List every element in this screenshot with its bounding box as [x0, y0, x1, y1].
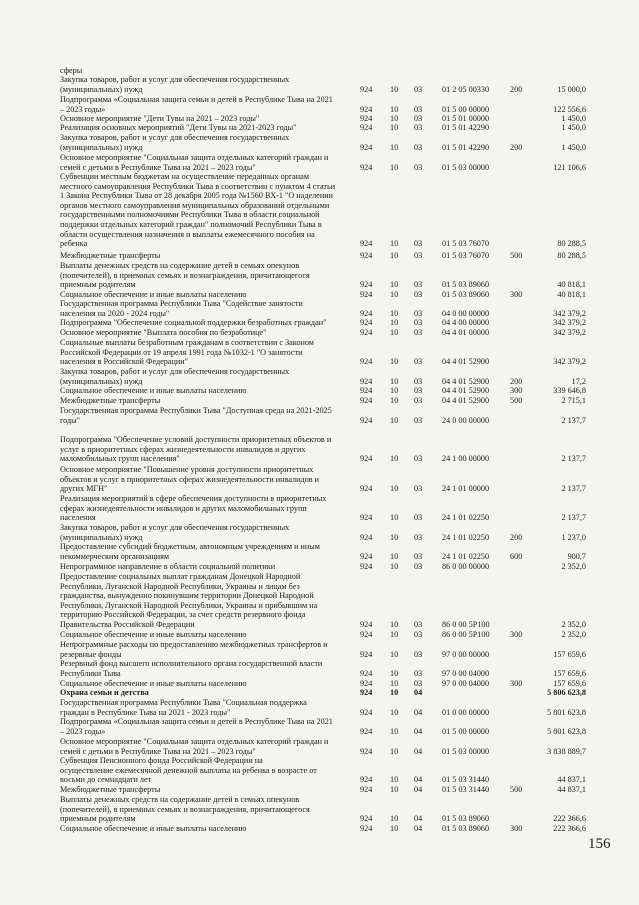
row-pr: 03: [414, 620, 423, 629]
row-sum: 157 659,6: [553, 649, 586, 659]
row-sum: 17,2: [571, 376, 586, 386]
row-pr: 04: [414, 775, 423, 785]
row-pr: 03: [414, 328, 423, 337]
row-pr: 03: [414, 357, 423, 367]
row-ved: 924: [360, 775, 373, 785]
row-pr: 03: [414, 551, 423, 561]
table-row: [0, 785, 639, 795]
row-pr: 04: [414, 785, 423, 794]
row-ved: 924: [360, 649, 373, 659]
row-csr: 01 5 01 42290: [442, 142, 490, 152]
row-name: Основное мероприятие "Дети Тувы на 2021 – 2023 годы": [60, 114, 260, 123]
row-sum: 5 801 623,8: [547, 726, 586, 736]
row-name: Основное мероприятие "Повышение уровня доступности приоритетных объектов и услуг в приоритетных сферах жизнедеятельности инвалидов и других МГН": [60, 465, 320, 494]
row-name: сферы: [60, 66, 83, 75]
row-csr: 01 5 03 89060: [442, 290, 490, 299]
row-rz: 10: [390, 484, 399, 494]
row-csr: 86 0 00 00000: [442, 562, 490, 571]
row-name: Реализация основных мероприятий "Дети Тувы на 2021-2023 годы": [60, 123, 297, 132]
row-ved: 924: [360, 668, 373, 678]
row-rz: 10: [390, 454, 399, 464]
row-name: Подпрограмма «Социальная защита семьи и детей в Республике Тыва на 2021 – 2023 годы»: [60, 717, 333, 736]
row-rz: 10: [390, 551, 399, 561]
row-pr: 03: [414, 396, 423, 405]
row-name: Непрограммное направление в области социальной политики: [60, 562, 276, 571]
table-row: [0, 299, 639, 318]
row-ved: 924: [360, 280, 373, 290]
row-sum: 1 450,0: [561, 123, 586, 132]
row-pr: 03: [414, 376, 423, 386]
row-sum: 3 838 889,7: [547, 746, 586, 756]
row-sum: 339 646,8: [553, 386, 586, 395]
row-ved: 924: [360, 290, 373, 299]
row-csr: 04 4 01 52900: [442, 396, 490, 405]
row-ved: 924: [360, 454, 373, 464]
row-name: Основное мероприятие "Выплата пособия по безработице": [60, 328, 267, 337]
row-vr: 500: [510, 396, 523, 405]
row-sum: 2 352,0: [561, 562, 586, 571]
row-rz: 10: [390, 513, 399, 523]
row-rz: 10: [390, 415, 399, 425]
row-sum: 5 806 623,8: [547, 688, 586, 697]
row-pr: 04: [414, 824, 423, 833]
row-vr: 500: [510, 251, 523, 260]
table-row: [0, 756, 639, 785]
row-name: Закупка товаров, работ и услуг для обеспечения государственных (муниципальных) нужд: [60, 367, 290, 386]
row-pr: 04: [414, 688, 423, 697]
row-name: Резервный фонд высшего исполнительного органа государственной власти Республики Тыва: [60, 659, 323, 678]
row-name: Социальное обеспечение и иные выплаты населению: [60, 630, 247, 639]
row-rz: 10: [390, 123, 399, 132]
row-ved: 924: [360, 357, 373, 367]
row-csr: 01 5 01 42290: [442, 123, 490, 132]
table-row: [0, 572, 639, 630]
row-pr: 03: [414, 386, 423, 395]
row-name: Социальные выплаты безработным гражданам в соответствии с Законом Российской Федерации от 19 апреля 1991 года №1032-1 "О занятости населения в Российской Федерации": [60, 338, 314, 367]
row-name: Субвенции местным бюджетам на осуществление переданных органам местного самоуправления Республики Тыва в соответствии с пунктом 4 статьи 1 Закона Республики Тыва от 28 декабря 2005 года №1560 ВХ-1 "О наделении органов местного самоуправления муниципальных образований отдельными государственными полномочиями Республики Тыва в области социальной поддержки отдельных категорий граждан" полномочий Республики Тыва в области осуществления назначения и выплаты ежемесячного пособия на ребенка: [60, 172, 336, 249]
row-csr: 01 5 03 89060: [442, 814, 490, 824]
row-sum: 2 137,7: [561, 513, 586, 523]
table-row: [0, 406, 639, 425]
table-row: [0, 75, 639, 94]
table-row: [0, 95, 639, 114]
row-ved: 924: [360, 308, 373, 318]
row-csr: 04 4 01 52900: [442, 386, 490, 395]
row-ved: 924: [360, 239, 373, 249]
row-csr: 01 5 03 76070: [442, 251, 490, 260]
row-pr: 03: [414, 513, 423, 523]
row-csr: 01 5 03 00000: [442, 746, 490, 756]
row-sum: 1 450,0: [561, 114, 586, 123]
row-name: Субвенция Пенсионного фонда Российской Федерации на осуществление ежемесячной денежной выплаты на ребенка в возрасте от восьми до семнадцати лет: [60, 756, 317, 785]
table-row: [0, 251, 639, 261]
table-row: [0, 523, 639, 542]
row-ved: 924: [360, 746, 373, 756]
row-sum: 121 106,6: [553, 162, 586, 172]
row-csr: 97 0 00 04000: [442, 679, 490, 688]
row-csr: 01 5 00 00000: [442, 104, 490, 114]
row-rz: 10: [390, 746, 399, 756]
row-ved: 924: [360, 824, 373, 833]
row-ved: 924: [360, 386, 373, 395]
row-rz: 10: [390, 814, 399, 824]
row-sum: 222 366,6: [553, 814, 586, 824]
row-sum: 40 818,1: [557, 280, 586, 290]
row-pr: 03: [414, 668, 423, 678]
row-name: Предоставление социальных выплат гражданам Донецкой Народной Республики, Луганской Народной Республики, Украины и лицам без гражданства, вынужденно покинувшим территории Донецкой Народной Республики, Луганской Народной Республики, Украины и прибывшим на территорию Российской Федерации, за счет средств резервного фонда Правительства Российской Федерации: [60, 572, 318, 629]
row-csr: 01 5 03 89060: [442, 280, 490, 290]
row-name: Закупка товаров, работ и услуг для обеспечения государственных (муниципальных) нужд: [60, 133, 290, 152]
row-ved: 924: [360, 142, 373, 152]
row-rz: 10: [390, 726, 399, 736]
row-name: Государственная программа Республики Тыва "Доступная среда на 2021-2025 годы": [60, 406, 332, 425]
row-ved: 924: [360, 562, 373, 571]
table-row: [0, 435, 639, 464]
row-ved: 924: [360, 162, 373, 172]
row-pr: 03: [414, 562, 423, 571]
row-pr: 03: [414, 123, 423, 132]
table-row: [0, 153, 639, 172]
row-csr: 01 5 01 00000: [442, 114, 490, 123]
row-pr: 04: [414, 707, 423, 717]
row-rz: 10: [390, 239, 399, 249]
row-name: Подпрограмма "Обеспечение социальной поддержки безработных граждан": [60, 318, 327, 327]
row-rz: 10: [390, 679, 399, 688]
row-csr: 01 0 00 00000: [442, 707, 490, 717]
row-sum: 342 379,2: [553, 308, 586, 318]
table-row: [0, 133, 639, 152]
row-ved: 924: [360, 415, 373, 425]
table-row: [0, 318, 639, 328]
row-pr: 03: [414, 280, 423, 290]
row-name: Непрограммные расходы по предоставлению межбюджетных трансфертов и резервные фонды: [60, 640, 328, 659]
row-csr: 04 4 00 00000: [442, 318, 490, 327]
page-number: 156: [588, 836, 611, 852]
row-vr: 300: [510, 679, 523, 688]
row-ved: 924: [360, 707, 373, 717]
row-csr: 97 0 00 00000: [442, 649, 490, 659]
row-sum: 2 715,1: [561, 396, 586, 405]
row-vr: 200: [510, 84, 523, 94]
table-row: [0, 795, 639, 824]
row-csr: 01 5 00 00000: [442, 726, 490, 736]
row-sum: 157 659,6: [553, 668, 586, 678]
row-rz: 10: [390, 357, 399, 367]
row-ved: 924: [360, 114, 373, 123]
row-rz: 10: [390, 620, 399, 629]
row-csr: 04 4 01 52900: [442, 357, 490, 367]
table-row: [0, 698, 639, 717]
row-rz: 10: [390, 162, 399, 172]
row-rz: 10: [390, 688, 399, 697]
row-sum: 2 137,7: [561, 454, 586, 464]
row-ved: 924: [360, 726, 373, 736]
row-name: Социальное обеспечение и иные выплаты населению: [60, 824, 247, 833]
row-csr: 01 2 05 00330: [442, 84, 490, 94]
row-vr: 600: [510, 551, 523, 561]
row-ved: 924: [360, 84, 373, 94]
row-sum: 44 837,1: [557, 785, 586, 794]
row-sum: 342 379,2: [553, 318, 586, 327]
row-vr: 200: [510, 532, 523, 542]
row-csr: 01 5 03 31440: [442, 775, 490, 785]
row-ved: 924: [360, 785, 373, 794]
row-name: Основное мероприятие "Социальная защита отдельных категорий граждан и семей с детьми в Республике Тыва на 2021 – 2023 годы": [60, 737, 329, 756]
row-rz: 10: [390, 280, 399, 290]
row-rz: 10: [390, 707, 399, 717]
table-row: [0, 172, 639, 249]
row-vr: 200: [510, 376, 523, 386]
table-row: [0, 261, 639, 290]
table-row: [0, 659, 639, 678]
row-csr: 24 1 01 02250: [442, 513, 490, 523]
row-sum: 80 288,5: [557, 239, 586, 249]
row-rz: 10: [390, 328, 399, 337]
table-row: [0, 688, 639, 698]
row-ved: 924: [360, 630, 373, 639]
row-rz: 10: [390, 630, 399, 639]
row-sum: 2 137,7: [561, 484, 586, 494]
table-row: [0, 338, 639, 367]
row-ved: 924: [360, 104, 373, 114]
row-pr: 03: [414, 290, 423, 299]
row-name: Закупка товаров, работ и услуг для обеспечения государственных (муниципальных) нужд: [60, 75, 290, 94]
row-ved: 924: [360, 814, 373, 824]
row-pr: 03: [414, 162, 423, 172]
row-ved: 924: [360, 251, 373, 260]
table-row: [0, 630, 639, 640]
row-rz: 10: [390, 84, 399, 94]
row-rz: 10: [390, 308, 399, 318]
row-sum: 342 379,2: [553, 328, 586, 337]
row-sum: 900,7: [567, 551, 586, 561]
row-ved: 924: [360, 513, 373, 523]
row-pr: 03: [414, 532, 423, 542]
row-sum: 122 556,6: [553, 104, 586, 114]
table-row: [0, 367, 639, 386]
row-pr: 03: [414, 454, 423, 464]
row-rz: 10: [390, 104, 399, 114]
row-pr: 03: [414, 308, 423, 318]
row-name: Закупка товаров, работ и услуг для обеспечения государственных (муниципальных) нужд: [60, 523, 290, 542]
row-vr: 300: [510, 824, 523, 833]
row-csr: 04 0 00 00000: [442, 308, 490, 318]
table-row: [0, 328, 639, 338]
row-pr: 03: [414, 142, 423, 152]
row-sum: 2 137,7: [561, 415, 586, 425]
table-row: [0, 824, 639, 834]
row-csr: 86 0 00 5P100: [442, 620, 490, 629]
row-ved: 924: [360, 484, 373, 494]
row-sum: 222 366,6: [553, 824, 586, 833]
row-pr: 03: [414, 114, 423, 123]
row-sum: 40 818,1: [557, 290, 586, 299]
row-csr: 24 1 01 00000: [442, 484, 490, 494]
row-name: Выплаты денежных средств на содержание детей в семьях опекунов (попечителей), в приемных семьях и вознаграждения, причитающегося приемным родителям: [60, 795, 310, 824]
row-ved: 924: [360, 532, 373, 542]
row-sum: 157 659,6: [553, 679, 586, 688]
row-ved: 924: [360, 688, 373, 697]
row-name: Подпрограмма «Социальная защита семьи и детей в Республике Тыва на 2021 – 2023 годы»: [60, 95, 333, 114]
table-row: [0, 542, 639, 561]
row-vr: 500: [510, 785, 523, 794]
row-name: Межбюджетные трансферты: [60, 251, 161, 260]
row-rz: 10: [390, 386, 399, 395]
row-pr: 03: [414, 239, 423, 249]
table-row: [0, 494, 639, 523]
row-ved: 924: [360, 679, 373, 688]
row-csr: 24 1 01 02250: [442, 532, 490, 542]
row-name: Межбюджетные трансферты: [60, 785, 161, 794]
row-pr: 03: [414, 679, 423, 688]
row-pr: 03: [414, 484, 423, 494]
table-row: [0, 396, 639, 406]
row-rz: 10: [390, 251, 399, 260]
row-pr: 03: [414, 318, 423, 327]
row-rz: 10: [390, 532, 399, 542]
row-name: Государственная программа Республики Тыва "Содействие занятости населения на 2020 - 2024 годы": [60, 299, 303, 318]
row-vr: 300: [510, 290, 523, 299]
row-rz: 10: [390, 114, 399, 123]
table-row: [0, 386, 639, 396]
row-csr: 01 5 03 31440: [442, 785, 490, 794]
row-sum: 2 352,0: [561, 620, 586, 629]
row-name: Выплаты денежных средств на содержание детей в семьях опекунов (попечителей), в приемных семьях и вознаграждения, причитающегося приемным родителям: [60, 261, 310, 290]
row-csr: 24 1 00 00000: [442, 454, 490, 464]
row-ved: 924: [360, 318, 373, 327]
table-row: [0, 465, 639, 494]
row-sum: 5 801 623,8: [547, 707, 586, 717]
row-rz: 10: [390, 142, 399, 152]
row-rz: 10: [390, 562, 399, 571]
row-rz: 10: [390, 775, 399, 785]
row-name: Межбюджетные трансферты: [60, 396, 161, 405]
row-ved: 924: [360, 620, 373, 629]
row-ved: 924: [360, 123, 373, 132]
table-row: [0, 640, 639, 659]
row-rz: 10: [390, 318, 399, 327]
row-rz: 10: [390, 376, 399, 386]
row-rz: 10: [390, 824, 399, 833]
table-row: [0, 737, 639, 756]
row-name: Реализация мероприятий в сфере обеспечения доступности в приоритетных сферах жизнедеятельности инвалидов и других маломобильных групп населения: [60, 494, 327, 523]
row-sum: 15 000,0: [557, 84, 586, 94]
row-ved: 924: [360, 328, 373, 337]
row-csr: 24 1 01 02250: [442, 551, 490, 561]
row-pr: 04: [414, 746, 423, 756]
row-name: Предоставление субсидий бюджетным, автономным учреждениям и иным некоммерческим организациям: [60, 542, 320, 561]
row-sum: 80 288,5: [557, 251, 586, 260]
table-row: [0, 123, 639, 133]
row-vr: 300: [510, 386, 523, 395]
row-ved: 924: [360, 551, 373, 561]
row-sum: 342 379,2: [553, 357, 586, 367]
row-csr: 01 5 03 00000: [442, 162, 490, 172]
table-row: [0, 562, 639, 572]
row-name: Основное мероприятие "Социальная защита отдельных категорий граждан и семей с детьми в Республике Тыва на 2021 – 2023 годы": [60, 153, 329, 172]
row-sum: 1 237,0: [561, 532, 586, 542]
row-csr: 01 5 03 76070: [442, 239, 490, 249]
row-name: Подпрограмма "Обеспечение условий доступности приоритетных объектов и услуг в приоритетных сферах жизнедеятельности инвалидов и других маломобильных групп населения": [60, 435, 332, 464]
row-csr: 24 0 00 00000: [442, 415, 490, 425]
row-pr: 03: [414, 251, 423, 260]
row-vr: 300: [510, 630, 523, 639]
row-name: Социальное обеспечение и иные выплаты населению: [60, 679, 247, 688]
row-name: Социальное обеспечение и иные выплаты населению: [60, 290, 247, 299]
row-csr: 04 4 01 00000: [442, 328, 490, 337]
row-rz: 10: [390, 785, 399, 794]
row-name: Социальное обеспечение и иные выплаты населению: [60, 386, 247, 395]
row-csr: 97 0 00 04000: [442, 668, 490, 678]
row-pr: 03: [414, 630, 423, 639]
row-rz: 10: [390, 649, 399, 659]
row-name: Государственная программа Республики Тыва "Социальная поддержка граждан в Республике Тыва на 2021 - 2023 годы": [60, 698, 307, 717]
row-name: Охрана семьи и детства: [60, 688, 149, 697]
row-rz: 10: [390, 668, 399, 678]
row-sum: 1 450,0: [561, 142, 586, 152]
row-vr: 200: [510, 142, 523, 152]
row-sum: 2 352,0: [561, 630, 586, 639]
row-rz: 10: [390, 396, 399, 405]
row-pr: 03: [414, 104, 423, 114]
row-pr: 03: [414, 84, 423, 94]
table-row: [0, 717, 639, 736]
row-pr: 04: [414, 814, 423, 824]
row-pr: 03: [414, 415, 423, 425]
row-rz: 10: [390, 290, 399, 299]
row-pr: 03: [414, 649, 423, 659]
row-ved: 924: [360, 376, 373, 386]
row-csr: 04 4 01 52900: [442, 376, 490, 386]
row-csr: 01 5 03 89060: [442, 824, 490, 833]
row-csr: 86 0 00 5P100: [442, 630, 490, 639]
row-sum: 44 837,1: [557, 775, 586, 785]
row-pr: 04: [414, 726, 423, 736]
row-ved: 924: [360, 396, 373, 405]
